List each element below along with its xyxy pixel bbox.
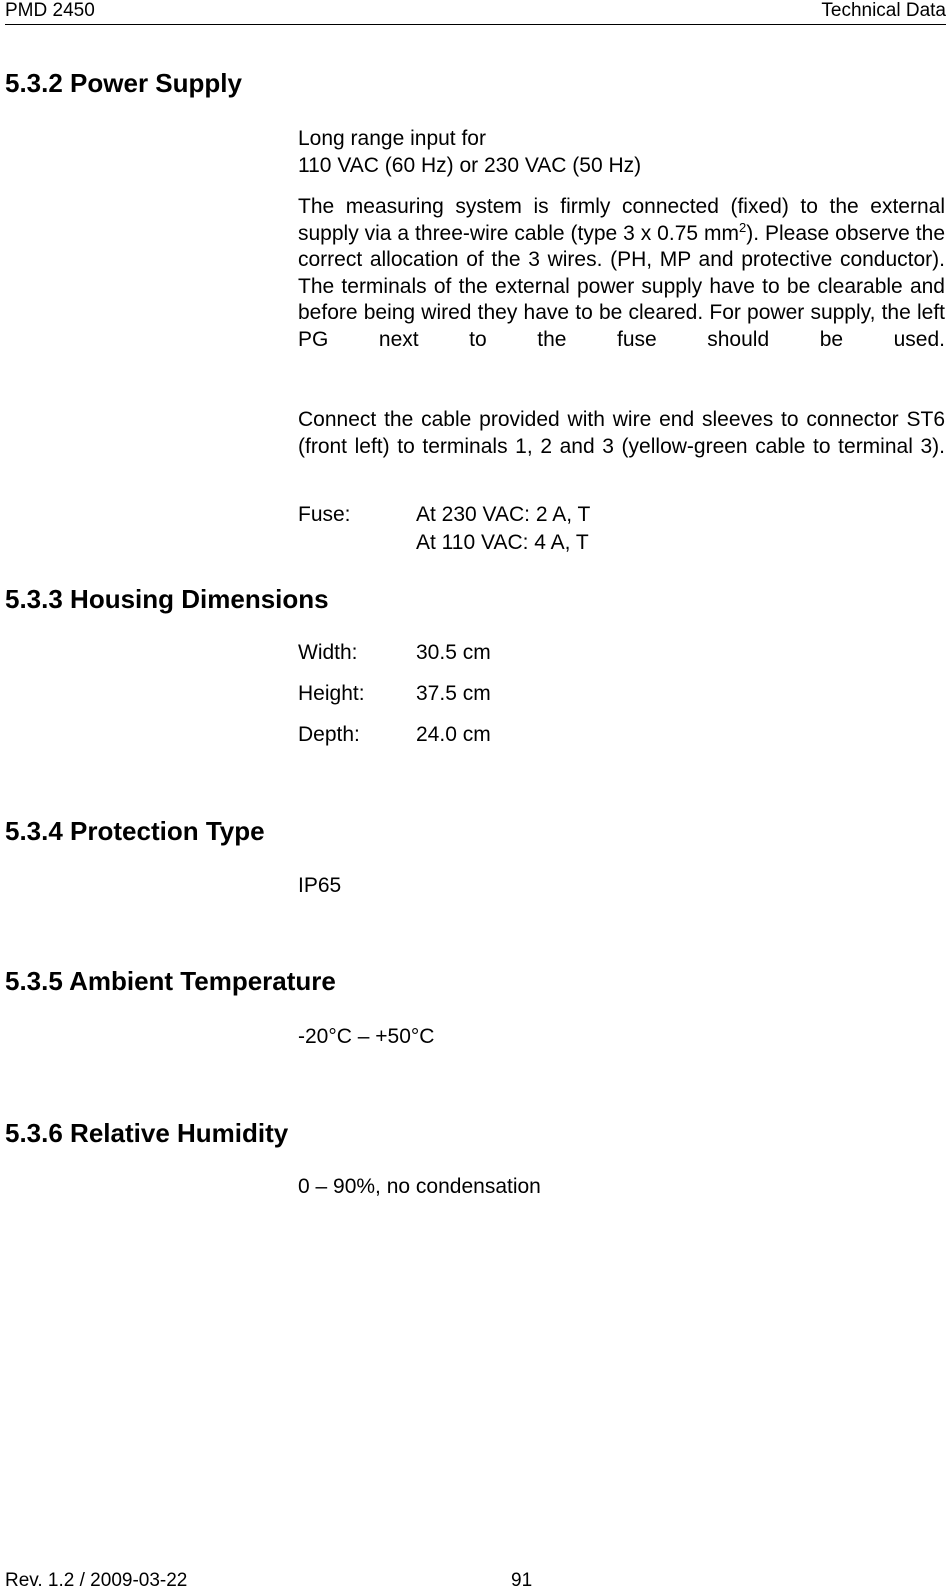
header-document-title: PMD 2450	[5, 0, 95, 21]
header-chapter-title: Technical Data	[821, 0, 946, 21]
section-heading-protection-type: 5.3.4 Protection Type	[5, 816, 265, 846]
housing-height-value: 37.5 cm	[416, 682, 491, 705]
relative-humidity-value: 0 – 90%, no condensation	[298, 1175, 541, 1198]
header-divider	[5, 24, 946, 25]
fuse-row-230	[298, 502, 590, 529]
section-heading-ambient-temperature: 5.3.5 Ambient Temperature	[5, 966, 336, 996]
housing-depth-label: Depth:	[298, 723, 360, 746]
power-cable-text-b: ). Please observe the correct allocation of the 3 wires. (PH, MP and protective conductor). The terminals of the external power supply have to be clearable and before being wired they have to be cleared. For power supply, the left PG next to the fuse should be used.	[298, 221, 945, 351]
footer-revision: Rev. 1.2 / 2009-03-22	[5, 1570, 188, 1591]
housing-depth-row	[298, 722, 491, 749]
fuse-row-110	[298, 530, 589, 557]
power-input-line-2: 110 VAC (60 Hz) or 230 VAC (50 Hz)	[298, 153, 642, 177]
fuse-value-110: At 110 VAC: 4 A, T	[416, 531, 589, 554]
power-connection-paragraph	[298, 194, 945, 380]
protection-type-value: IP65	[298, 874, 342, 897]
footer-page-number: 91	[511, 1570, 533, 1591]
power-input-line-1: Long range input for	[298, 127, 486, 150]
housing-depth-value: 24.0 cm	[416, 723, 491, 746]
ambient-temperature-value: -20°C – +50°C	[298, 1025, 435, 1048]
power-input-range	[298, 126, 945, 179]
housing-width-row	[298, 640, 491, 667]
housing-width-label: Width:	[298, 641, 358, 664]
housing-width-value: 30.5 cm	[416, 641, 491, 664]
housing-height-label: Height:	[298, 682, 365, 705]
section-heading-relative-humidity: 5.3.6 Relative Humidity	[5, 1118, 289, 1148]
power-cable-text-a: The measuring system is firmly connected (fixed) to the external supply via a three-wire cable (type 3 x 0.75 mm	[298, 195, 945, 245]
power-wiring-paragraph: Connect the cable provided with wire end sleeves to connector ST6 (front left) to terminals 1, 2 and 3 (yellow-green cable to terminal 3).	[298, 408, 945, 458]
section-heading-power-supply: 5.3.2 Power Supply	[5, 68, 242, 98]
power-cable-superscript: 2	[739, 219, 747, 235]
fuse-label: Fuse:	[298, 503, 351, 526]
housing-height-row	[298, 681, 491, 708]
fuse-value-230: At 230 VAC: 2 A, T	[416, 503, 591, 526]
section-heading-housing-dimensions: 5.3.3 Housing Dimensions	[5, 584, 329, 614]
